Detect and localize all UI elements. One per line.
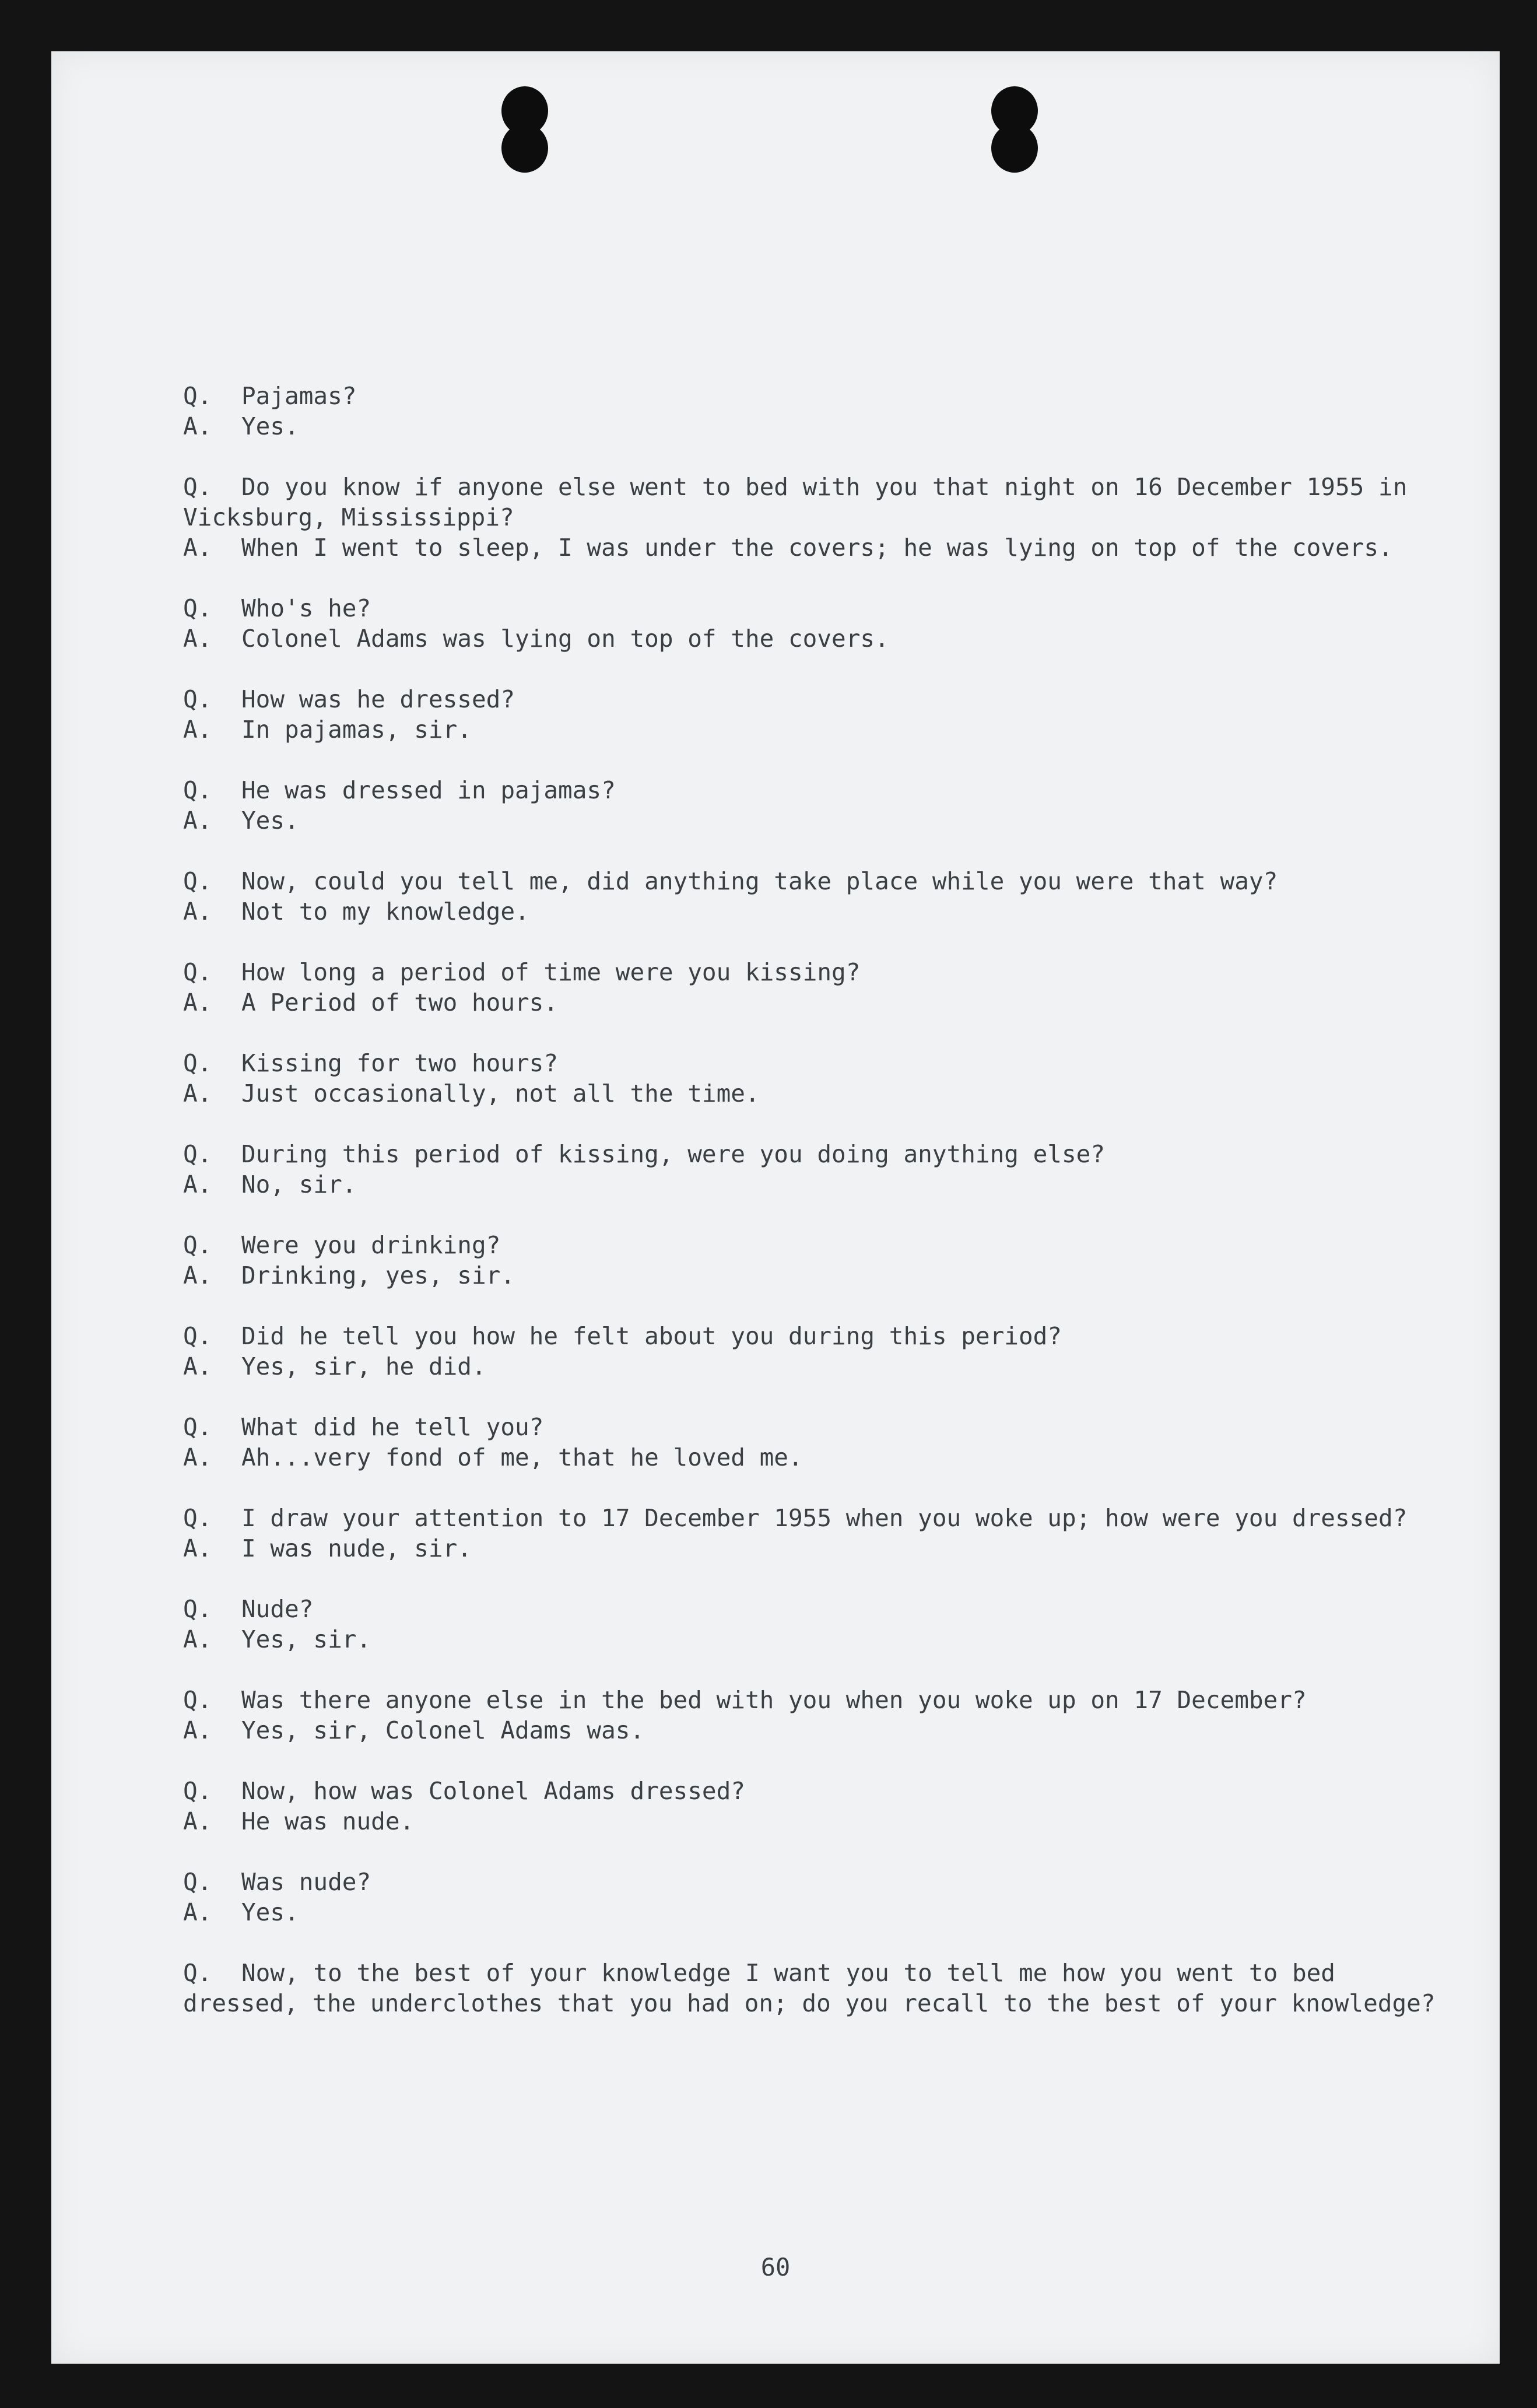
question-text: How was he dressed? [241,685,515,713]
page-number: 60 [760,2253,791,2281]
answer-prefix: A. [183,625,212,653]
answer-text: Yes. [241,412,299,440]
question-text: Did he tell you how he felt about you during this period? [241,1322,1062,1350]
question-line [183,1412,1437,1442]
qa-exchange [183,1321,1437,1382]
qa-exchange [183,472,1437,563]
qa-exchange [183,957,1437,1018]
question-line [183,866,1437,896]
answer-prefix: A. [183,1625,212,1653]
question-line [183,684,1437,714]
question-text: Now, to the best of your knowledge I want you to tell me how you went to bed dressed, the underclothes that you had on; do you recall to the best of your knowledge? [183,1959,1436,2017]
qa-exchange [183,1594,1437,1655]
answer-prefix: A. [183,716,212,744]
question-line [183,472,1437,532]
qa-exchange [183,1048,1437,1109]
answer-text: No, sir. [241,1170,357,1198]
question-prefix: Q. [183,776,212,804]
question-text: Was nude? [241,1868,371,1896]
question-line [183,1321,1437,1351]
question-line [183,1594,1437,1624]
answer-line [183,1715,1437,1745]
question-prefix: Q. [183,1504,212,1532]
qa-exchange [183,1139,1437,1200]
question-line [183,593,1437,623]
answer-prefix: A. [183,1534,212,1562]
question-text: Now, could you tell me, did anything take place while you were that way? [241,867,1278,895]
answer-text: Yes, sir. [241,1625,371,1653]
question-text: How long a period of time were you kissing? [241,958,861,986]
answer-line [183,623,1437,654]
answer-text: Yes, sir, he did. [241,1352,486,1380]
answer-line [183,411,1437,441]
question-line [183,1776,1437,1806]
question-text: During this period of kissing, were you doing anything else? [241,1140,1106,1168]
question-text: Do you know if anyone else went to bed with you that night on 16 December 1955 in Vicksburg, Mississippi? [183,473,1422,531]
answer-line [183,1806,1437,1836]
question-prefix: Q. [183,1140,212,1168]
answer-prefix: A. [183,1716,212,1744]
question-text: Were you drinking? [241,1231,501,1259]
question-prefix: Q. [183,1686,212,1714]
answer-line [183,1169,1437,1200]
question-prefix: Q. [183,1413,212,1441]
question-text: Now, how was Colonel Adams dressed? [241,1777,745,1805]
answer-text: In pajamas, sir. [241,716,472,744]
question-text: Nude? [241,1595,314,1623]
answer-text: He was nude. [241,1807,415,1835]
qa-exchange [183,1776,1437,1836]
answer-text: Colonel Adams was lying on top of the covers. [241,625,889,653]
qa-exchange [183,1503,1437,1564]
question-prefix: Q. [183,1777,212,1805]
answer-prefix: A. [183,898,212,926]
answer-text: When I went to sleep, I was under the covers; he was lying on top of the covers. [241,534,1393,562]
answer-prefix: A. [183,1898,212,1926]
transcript-body [183,381,1437,2049]
punch-hole [501,86,548,174]
question-line [183,1230,1437,1260]
answer-line [183,987,1437,1018]
answer-line [183,896,1437,927]
answer-prefix: A. [183,1261,212,1289]
answer-line [183,714,1437,745]
answer-line [183,805,1437,836]
answer-prefix: A. [183,534,212,562]
question-prefix: Q. [183,1868,212,1896]
question-prefix: Q. [183,1231,212,1259]
question-line [183,1048,1437,1078]
answer-text: Yes. [241,1898,299,1926]
punch-hole [991,86,1038,174]
question-prefix: Q. [183,382,212,410]
answer-prefix: A. [183,1170,212,1198]
question-line [183,957,1437,987]
question-text: Kissing for two hours? [241,1049,559,1077]
answer-prefix: A. [183,807,212,835]
question-prefix: Q. [183,1049,212,1077]
question-prefix: Q. [183,473,212,501]
answer-text: A Period of two hours. [241,989,559,1017]
answer-line [183,1624,1437,1655]
answer-text: Ah...very fond of me, that he loved me. [241,1443,803,1471]
question-prefix: Q. [183,685,212,713]
qa-exchange [183,1685,1437,1745]
question-line [183,1139,1437,1169]
answer-text: Not to my knowledge. [241,898,529,926]
question-line [183,1503,1437,1533]
qa-exchange [183,1867,1437,1927]
answer-prefix: A. [183,412,212,440]
answer-prefix: A. [183,1352,212,1380]
question-line [183,775,1437,805]
answer-text: Yes, sir, Colonel Adams was. [241,1716,645,1744]
qa-exchange [183,1958,1437,2018]
answer-line [183,1533,1437,1564]
question-prefix: Q. [183,1595,212,1623]
answer-line [183,1442,1437,1473]
answer-line [183,1260,1437,1291]
answer-line [183,1897,1437,1927]
answer-text: Yes. [241,807,299,835]
qa-exchange [183,381,1437,441]
document-page [51,51,1500,2364]
question-prefix: Q. [183,1959,212,1987]
answer-prefix: A. [183,989,212,1017]
qa-exchange [183,684,1437,745]
answer-prefix: A. [183,1079,212,1107]
answer-line [183,1078,1437,1109]
question-text: Who's he? [241,594,371,622]
question-prefix: Q. [183,958,212,986]
answer-line [183,532,1437,563]
question-text: Was there anyone else in the bed with you when you woke up on 17 December? [241,1686,1307,1714]
answer-text: I was nude, sir. [241,1534,472,1562]
question-prefix: Q. [183,594,212,622]
qa-exchange [183,866,1437,927]
answer-text: Just occasionally, not all the time. [241,1079,760,1107]
question-prefix: Q. [183,1322,212,1350]
question-line [183,1867,1437,1897]
answer-line [183,1351,1437,1382]
question-line [183,381,1437,411]
question-text: I draw your attention to 17 December 1955 when you woke up; how were you dressed? [241,1504,1408,1532]
qa-exchange [183,775,1437,836]
question-text: What did he tell you? [241,1413,544,1441]
answer-prefix: A. [183,1807,212,1835]
qa-exchange [183,1412,1437,1473]
qa-exchange [183,1230,1437,1291]
question-line [183,1685,1437,1715]
qa-exchange [183,593,1437,654]
question-text: He was dressed in pajamas? [241,776,616,804]
answer-prefix: A. [183,1443,212,1471]
question-line [183,1958,1437,2018]
answer-text: Drinking, yes, sir. [241,1261,515,1289]
question-text: Pajamas? [241,382,357,410]
question-prefix: Q. [183,867,212,895]
